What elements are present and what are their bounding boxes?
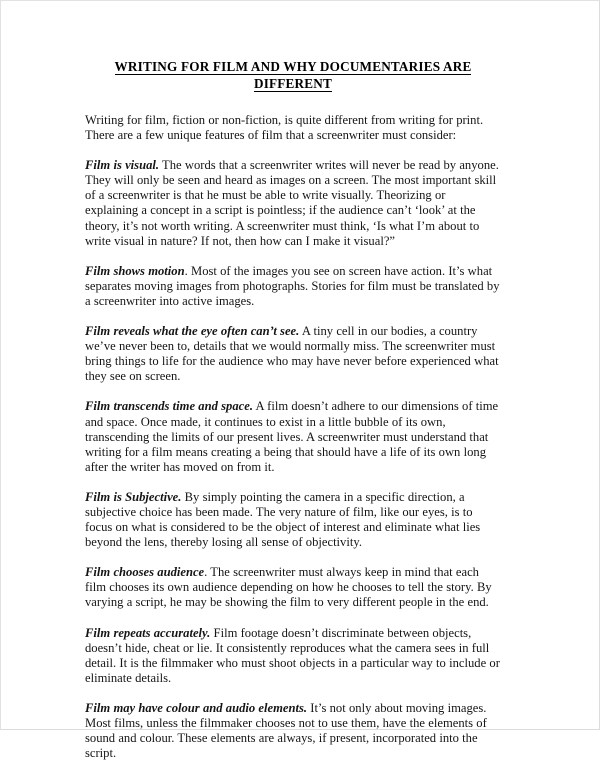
paragraph-film-colour-audio xyxy=(85,701,501,761)
paragraph-text: . Most of the images you see on screen have action. It’s what separates moving images from photographs. Stories for film must be translated by a screenwriter into active images. xyxy=(85,263,500,308)
paragraph-lead-in: Film shows motion xyxy=(85,263,185,278)
paragraph-lead-in: Film is visual. xyxy=(85,158,160,173)
paragraph-film-is-visual xyxy=(85,158,501,249)
paragraph-text: By simply pointing the camera in a specific direction, a subjective choice has been made. The very nature of film, like our eyes, is to focus on what is considered to be the object of interest and eliminate what lies beyond the lens, thereby losing all sense of objectivity. xyxy=(85,489,481,550)
paragraph-lead-in: Film chooses audience xyxy=(85,565,205,580)
paragraph-lead-in: Film may have colour and audio elements. xyxy=(85,700,308,715)
paragraph-film-chooses-audience xyxy=(85,565,501,610)
page-title xyxy=(85,59,501,92)
paragraph-lead-in: Film reveals what the eye often can’t see. xyxy=(85,324,300,339)
paragraph-lead-in: Film is Subjective. xyxy=(85,489,182,504)
paragraph-film-transcends xyxy=(85,399,501,474)
intro-paragraph: Writing for film, fiction or non-fiction, is quite different from writing for print. There are a few unique features of film that a screenwriter must consider: xyxy=(85,113,484,143)
page-title-text: WRITING FOR FILM AND WHY DOCUMENTARIES ARE DIFFERENT xyxy=(114,59,472,91)
paragraph-lead-in: Film transcends time and space. xyxy=(85,399,253,414)
paragraph-text: A film doesn’t adhere to our dimensions of time and space. Once made, it continues to exist in a little bubble of its own, transcending the limits of our present lives. A screenwriter must understand that writing for a film means creating a being that should have a life of its own long after the writer has moved on from it. xyxy=(85,399,499,474)
paragraph-film-reveals xyxy=(85,324,501,384)
paragraph-text: . The screenwriter must always keep in mind that each film chooses its own audience depending on how he chooses to tell the story. By varying a script, he may be showing the film to very different people in the end. xyxy=(85,565,492,610)
paragraph-film-repeats-accurately xyxy=(85,626,501,686)
paragraph-text: A tiny cell in our bodies, a country we’ve never been to, details that we would normally miss. The screenwriter must bring things to life for the audience who may have never before experienced what they see on screen. xyxy=(85,324,499,384)
paragraph-film-shows-motion xyxy=(85,264,501,309)
document-content xyxy=(85,59,501,761)
paragraph-film-is-subjective xyxy=(85,490,501,550)
paragraph-lead-in: Film repeats accurately. xyxy=(85,625,211,640)
paragraph-text: It’s not only about moving images. Most films, unless the filmmaker chooses not to use them, have the elements of sound and colour. These elements are always, if present, incorporated into the script. xyxy=(85,700,487,761)
paragraph-text: Film footage doesn’t discriminate between objects, doesn’t hide, cheat or lie. It consistently reproduces what the camera sees in full detail. It is the filmmaker who must shoot objects in a particular way to include or eliminate details. xyxy=(85,625,500,685)
paragraph-text: The words that a screenwriter writes will never be read by anyone. They will only be seen and heard as images on a screen. The most important skill of a screenwriter is that he must be able to write visually. Theorizing or explaining a concept in a script is pointless; if the audience can’t ‘look’ at the theory, it’s not worth writing. A screenwriter must think, ‘Is what I’m about to write visual in nature? If not, then how can I make it visual?” xyxy=(85,158,499,248)
